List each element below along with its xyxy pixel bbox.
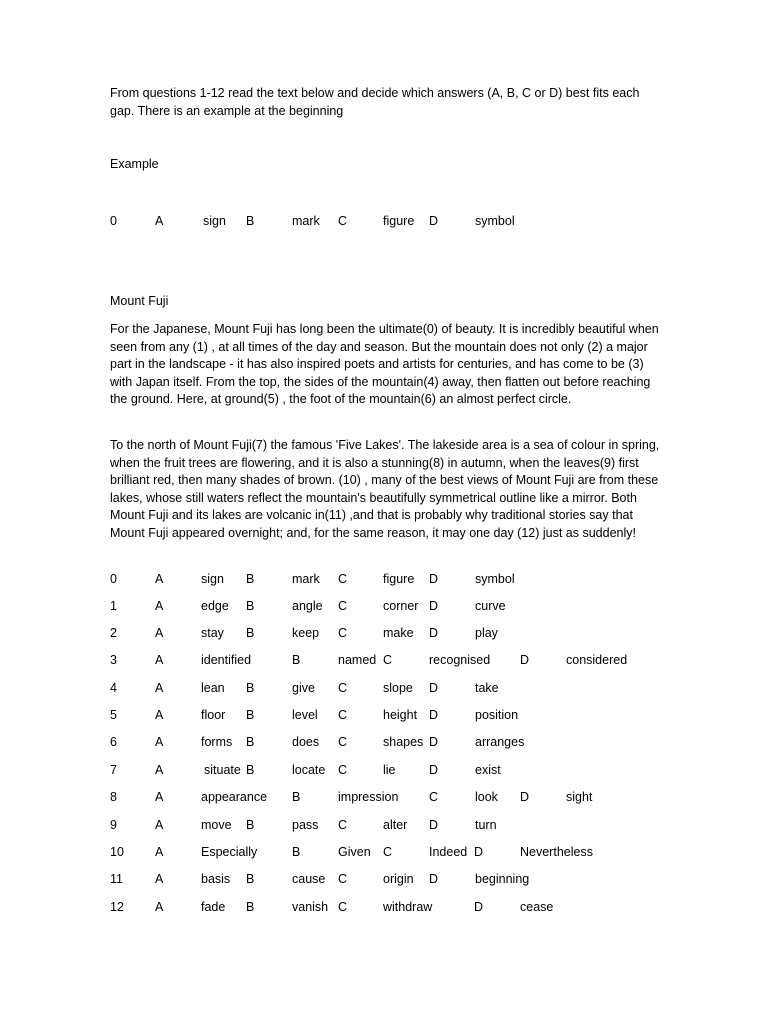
option-letter-a: A bbox=[155, 900, 164, 914]
passage-paragraph-2: To the north of Mount Fuji(7) the famous 'Five Lakes'. The lakeside area is a sea of colour in spring, when the fruit trees are flowering, and it is also a stunning(8) in autumn, when the leaves(9) first brilliant red, then many shades of brown. (10) , many of the best views of Mount Fuji are from these lakes, whose still waters reflect the mountain's beautifully symmetrical outline like a mirror. Both Mount Fuji and its lakes are volcanic in(11) ,and that is probably why traditional stories say that Mount Fuji appeared overnight; and, for the same reason, it may one day (12) just as suddenly! bbox=[110, 438, 660, 540]
option-letter-a: A bbox=[155, 872, 164, 886]
option-letter-d: D bbox=[429, 735, 439, 749]
option-letter-b: B bbox=[246, 626, 255, 640]
option-letter-d: D bbox=[520, 790, 530, 804]
option-letter-d: D bbox=[474, 900, 484, 914]
option-b-text: keep bbox=[292, 626, 320, 640]
answer-row bbox=[0, 706, 768, 726]
option-b-text: vanish bbox=[292, 900, 329, 914]
option-d-text: beginning bbox=[475, 872, 530, 886]
answer-row bbox=[0, 597, 768, 617]
option-c-text: recognised bbox=[429, 653, 491, 667]
option-letter-d: D bbox=[429, 763, 439, 777]
option-b-text: locate bbox=[292, 763, 326, 777]
option-d-text: arranges bbox=[475, 735, 525, 749]
answer-row bbox=[0, 651, 768, 671]
option-c-text: height bbox=[383, 708, 418, 722]
answer-row bbox=[0, 624, 768, 644]
option-c-text: figure bbox=[383, 572, 415, 586]
option-c-text: Indeed bbox=[429, 845, 468, 859]
answer-row bbox=[0, 733, 768, 753]
option-letter-d: D bbox=[429, 708, 439, 722]
answer-row bbox=[0, 843, 768, 863]
option-letter-d: D bbox=[474, 845, 484, 859]
option-d-text: play bbox=[475, 626, 498, 640]
option-a-text: sign bbox=[201, 572, 224, 586]
option-letter-b: B bbox=[246, 681, 255, 695]
option-letter-a: A bbox=[155, 214, 164, 228]
option-b-text: Given bbox=[338, 845, 371, 859]
option-letter-a: A bbox=[155, 708, 164, 722]
option-b-text: angle bbox=[292, 599, 323, 613]
option-b-text: does bbox=[292, 735, 320, 749]
question-number: 1 bbox=[110, 599, 117, 613]
option-c-text: make bbox=[383, 626, 414, 640]
option-a-text: lean bbox=[201, 681, 225, 695]
option-b-text: named bbox=[338, 653, 377, 667]
option-d-text: sight bbox=[566, 790, 593, 804]
option-a-text: fade bbox=[201, 900, 226, 914]
option-d-text: considered bbox=[566, 653, 628, 667]
option-a-text: situate bbox=[204, 763, 241, 777]
option-c-text: look bbox=[475, 790, 498, 804]
option-letter-a: A bbox=[155, 599, 164, 613]
option-b-text: mark bbox=[292, 572, 320, 586]
option-a-text: forms bbox=[201, 735, 233, 749]
answer-row bbox=[0, 788, 768, 808]
option-letter-b: B bbox=[246, 763, 255, 777]
option-a-text: move bbox=[201, 818, 232, 832]
answer-row bbox=[0, 570, 768, 590]
option-d-text: take bbox=[475, 681, 499, 695]
option-letter-a: A bbox=[155, 790, 164, 804]
option-letter-d: D bbox=[429, 818, 439, 832]
passage-paragraph-1: For the Japanese, Mount Fuji has long been the ultimate(0) of beauty. It is incredibly beautiful when seen from any (1) , at all times of the day and season. But the mountain does not only (2) a major part in the landscape - it has also inspired poets and artists for centuries, and has come to be (3) with Japan itself. From the top, the sides of the mountain(4) away, then flatten out before reaching the ground. Here, at ground(5) , the foot of the mountain(6) an almost perfect circle. bbox=[110, 322, 659, 407]
option-d-text: symbol bbox=[475, 572, 515, 586]
option-letter-c: C bbox=[338, 572, 348, 586]
question-number: 6 bbox=[110, 735, 117, 749]
option-letter-b: B bbox=[292, 845, 301, 859]
option-letter-c: C bbox=[338, 626, 348, 640]
option-letter-a: A bbox=[155, 763, 164, 777]
option-letter-c: C bbox=[338, 872, 348, 886]
option-letter-c: C bbox=[338, 599, 348, 613]
option-letter-c: C bbox=[338, 763, 348, 777]
option-b-text: mark bbox=[292, 214, 320, 228]
option-letter-b: B bbox=[246, 599, 255, 613]
question-number: 0 bbox=[110, 214, 117, 228]
option-a-text: basis bbox=[201, 872, 231, 886]
question-number: 5 bbox=[110, 708, 117, 722]
option-letter-c: C bbox=[338, 708, 348, 722]
option-c-text: figure bbox=[383, 214, 415, 228]
option-letter-c: C bbox=[429, 790, 439, 804]
option-b-text: pass bbox=[292, 818, 319, 832]
option-a-text: edge bbox=[201, 599, 229, 613]
option-letter-d: D bbox=[429, 572, 439, 586]
option-b-text: impression bbox=[338, 790, 399, 804]
question-number: 0 bbox=[110, 572, 117, 586]
question-number: 4 bbox=[110, 681, 117, 695]
option-d-text: turn bbox=[475, 818, 497, 832]
option-letter-b: B bbox=[246, 708, 255, 722]
option-b-text: level bbox=[292, 708, 318, 722]
option-letter-a: A bbox=[155, 626, 164, 640]
answer-row bbox=[0, 870, 768, 890]
option-letter-c: C bbox=[338, 818, 348, 832]
option-c-text: lie bbox=[383, 763, 396, 777]
option-a-text: appearance bbox=[201, 790, 268, 804]
question-number: 12 bbox=[110, 900, 124, 914]
option-c-text: corner bbox=[383, 599, 419, 613]
example-row bbox=[0, 212, 768, 232]
option-letter-d: D bbox=[429, 214, 439, 228]
option-d-text: exist bbox=[475, 763, 501, 777]
instructions: From questions 1-12 read the text below and decide which answers (A, B, C or D) best fits each gap. There is an example at the beginning bbox=[110, 86, 640, 118]
option-letter-d: D bbox=[520, 653, 530, 667]
question-number: 8 bbox=[110, 790, 117, 804]
option-a-text: floor bbox=[201, 708, 226, 722]
option-d-text: Nevertheless bbox=[520, 845, 593, 859]
answer-row bbox=[0, 679, 768, 699]
option-letter-a: A bbox=[155, 572, 164, 586]
example-heading: Example bbox=[110, 157, 159, 171]
option-c-text: slope bbox=[383, 681, 413, 695]
option-letter-b: B bbox=[292, 790, 301, 804]
option-letter-b: B bbox=[246, 872, 255, 886]
option-letter-b: B bbox=[246, 572, 255, 586]
option-a-text: Especially bbox=[201, 845, 258, 859]
option-letter-a: A bbox=[155, 845, 164, 859]
option-letter-b: B bbox=[246, 900, 255, 914]
option-d-text: cease bbox=[520, 900, 554, 914]
answer-row bbox=[0, 816, 768, 836]
option-letter-c: C bbox=[338, 214, 348, 228]
answer-row bbox=[0, 898, 768, 918]
option-c-text: origin bbox=[383, 872, 414, 886]
option-d-text: symbol bbox=[475, 214, 515, 228]
option-d-text: position bbox=[475, 708, 519, 722]
question-number: 10 bbox=[110, 845, 124, 859]
option-d-text: curve bbox=[475, 599, 506, 613]
option-letter-c: C bbox=[338, 735, 348, 749]
option-letter-d: D bbox=[429, 599, 439, 613]
passage-title: Mount Fuji bbox=[110, 294, 169, 308]
option-letter-a: A bbox=[155, 681, 164, 695]
option-c-text: withdraw bbox=[383, 900, 433, 914]
question-number: 9 bbox=[110, 818, 117, 832]
option-letter-c: C bbox=[338, 900, 348, 914]
question-number: 3 bbox=[110, 653, 117, 667]
option-letter-b: B bbox=[246, 735, 255, 749]
option-letter-a: A bbox=[155, 735, 164, 749]
option-a-text: identified bbox=[201, 653, 252, 667]
option-c-text: shapes bbox=[383, 735, 424, 749]
option-letter-c: C bbox=[383, 653, 393, 667]
option-letter-d: D bbox=[429, 872, 439, 886]
question-number: 2 bbox=[110, 626, 117, 640]
option-letter-d: D bbox=[429, 681, 439, 695]
option-letter-b: B bbox=[246, 818, 255, 832]
option-c-text: alter bbox=[383, 818, 408, 832]
answer-row bbox=[0, 761, 768, 781]
option-letter-b: B bbox=[246, 214, 255, 228]
question-number: 11 bbox=[110, 872, 123, 886]
option-a-text: stay bbox=[201, 626, 224, 640]
option-letter-b: B bbox=[292, 653, 301, 667]
option-b-text: give bbox=[292, 681, 315, 695]
option-letter-c: C bbox=[338, 681, 348, 695]
option-a-text: sign bbox=[203, 214, 226, 228]
option-b-text: cause bbox=[292, 872, 326, 886]
option-letter-d: D bbox=[429, 626, 439, 640]
question-number: 7 bbox=[110, 763, 117, 777]
option-letter-a: A bbox=[155, 653, 164, 667]
option-letter-a: A bbox=[155, 818, 164, 832]
option-letter-c: C bbox=[383, 845, 393, 859]
